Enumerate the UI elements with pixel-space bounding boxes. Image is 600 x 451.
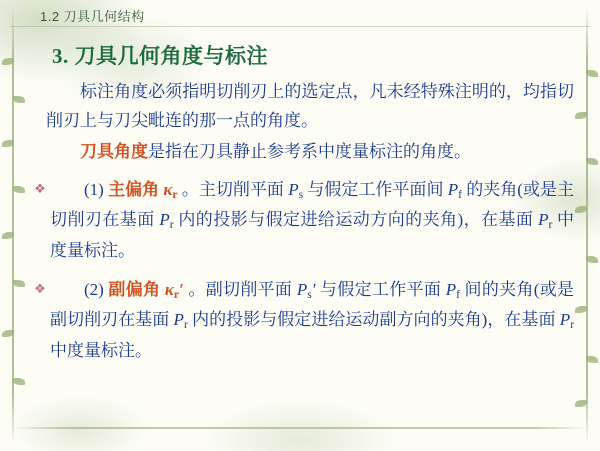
term-major-cutting-edge-angle: 主偏角 (108, 179, 160, 199)
term-tool-angle-rest: 是指在刀具静止参考系中度量标注的角度。 (148, 141, 471, 161)
bullet-text-d: 内的投影与假定进给运动副方向的夹角)，在基面 (192, 310, 556, 330)
symbol-pr-1: $P_r$ (173, 310, 188, 332)
list-item (30, 275, 574, 367)
vine-leaf (586, 70, 598, 77)
vine-leaf (2, 58, 14, 65)
vine-leaf (586, 158, 598, 165)
bullet-lead-line (50, 275, 574, 367)
vine-leaf (575, 206, 587, 213)
bullet-text-e: 中度量标注。 (50, 341, 152, 361)
slide-content (30, 36, 574, 366)
vine-leaf (13, 378, 25, 385)
bullet-text-a: 。主切削平面 (181, 179, 284, 199)
bullet-marker-icon: ❖ (34, 180, 46, 196)
bullet-number: (1) (84, 179, 104, 199)
symbol-pf: $P_f$ (447, 179, 462, 201)
bullet-text-b: 与假定工作平面 (319, 279, 442, 299)
term-tool-angle: 刀具角度 (80, 141, 148, 161)
bullet-text-major-angle (50, 175, 574, 267)
vine-leaf (586, 356, 598, 363)
vine-leaf (13, 96, 25, 103)
right-vine-decoration (574, 0, 600, 451)
vine-leaf (2, 330, 14, 337)
vine-leaf (2, 140, 14, 147)
bullet-lead-line (50, 175, 574, 267)
bullet-marker-icon: ❖ (34, 280, 46, 296)
left-vine-decoration (0, 0, 26, 451)
paragraph-tool-angle (30, 138, 574, 167)
footer-divider (10, 427, 590, 429)
vine-leaf (2, 232, 14, 239)
bullet-text-b: 与假定工作平面间 (307, 179, 444, 199)
bullet-text-e: 中度量标注。 (50, 210, 575, 261)
symbol-pr-2: $P_r$ (538, 210, 553, 232)
section-header: 1.2 刀具几何结构 (40, 9, 145, 24)
symbol-kappa-r-prime: $\kappa_r'$ (164, 279, 184, 301)
bullet-number: (2) (84, 279, 104, 299)
vine-leaf (13, 280, 25, 287)
list-item (30, 175, 574, 267)
bullet-text-c: 间的夹角(或是副切削刃在基面 (50, 279, 575, 330)
symbol-ps-prime: $P_s'$ (296, 279, 316, 301)
symbol-ps: $P_s$ (288, 179, 304, 201)
symbol-pr-1: $P_r$ (159, 210, 174, 232)
bullet-text-a: 。副切削平面 (188, 279, 293, 299)
bullet-text-d: 内的投影与假定进给运动方向的夹角)，在基面 (178, 210, 534, 230)
vine-leaf (13, 186, 25, 193)
term-minor-cutting-edge-angle: 副偏角 (108, 279, 161, 299)
vine-leaf (575, 112, 587, 119)
vine-leaf (575, 306, 587, 313)
bullet-text-minor-angle (50, 275, 574, 367)
vine-stem (586, 6, 588, 445)
slide-title: 3. 刀具几何角度与标注 (52, 44, 268, 68)
vine-leaf (575, 400, 587, 407)
header-divider (10, 26, 590, 27)
paragraph-definition: 标注角度必须指明切削刃上的选定点，凡未经特殊注明的，均指切削刃上与刀尖毗连的那一点的角度。 (46, 82, 574, 130)
vine-leaf (586, 256, 598, 263)
symbol-pr-2: $P_r$ (559, 310, 575, 332)
symbol-kappa-r: $\kappa_r$ (163, 179, 178, 201)
vine-stem (12, 6, 14, 445)
bullet-text-c: 的夹角(或是主切削刃在基面 (50, 179, 575, 230)
symbol-pf: $P_f$ (445, 279, 460, 301)
